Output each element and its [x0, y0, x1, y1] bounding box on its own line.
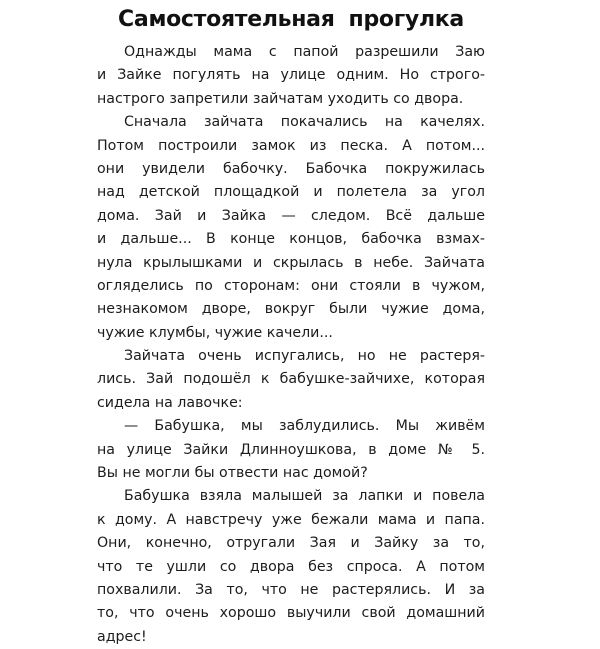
text-line: что те ушли со двора без спроса. А потом: [97, 558, 485, 575]
story-body: [97, 41, 485, 649]
text-line: похвалили. За то, что не растерялись. И за: [97, 581, 485, 598]
text-line: то, что очень хорошо выучили свой домашний: [97, 605, 485, 622]
text-line: огляделись по сторонам: они стояли в чужом,: [97, 277, 485, 294]
text-line: сидела на лавочке:: [97, 394, 243, 411]
text-line: нула крылышками и скрылась в небе. Зайчата: [97, 254, 485, 271]
text-line: Вы не могли бы отвести нас домой?: [97, 465, 368, 482]
text-line: настрого запретили зайчатам уходить со двора.: [97, 90, 464, 107]
text-line: на улице Зайки Длинноушкова, в доме № 5.: [97, 441, 485, 458]
text-line: они увидели бабочку. Бабочка покружилась: [97, 160, 485, 177]
text-line: — Бабушка, мы заблудились. Мы живём: [124, 418, 485, 435]
text-line: дома. Зай и Зайка — следом. Всё дальше: [97, 207, 485, 224]
text-line: Сначала зайчата покачались на качелях.: [124, 114, 485, 131]
title-word: прогулка: [348, 7, 464, 32]
story-title: [97, 0, 485, 41]
text-line: Они, конечно, отругали Зая и Зайку за то,: [97, 535, 485, 552]
text-line: незнакомом дворе, вокруг были чужие дома,: [97, 301, 485, 318]
text-line: Однажды мама с папой разрешили Заю: [124, 44, 485, 60]
text-line: к дому. А навстречу уже бежали мама и папа.: [97, 511, 485, 528]
text-line: чужие клумбы, чужие качели...: [97, 324, 333, 341]
title-word: Самостоятельная: [118, 7, 335, 32]
text-line: лись. Зай подошёл к бабушке-зайчихе, которая: [97, 371, 485, 388]
text-line: Потом построили замок из песка. А потом...: [97, 137, 485, 154]
text-line: Бабушка взяла малышей за лапки и повела: [124, 488, 485, 505]
text-line: и дальше... В конце концов, бабочка взмах-: [97, 231, 485, 248]
text-line: Зайчата очень испугались, но не растеря-: [124, 348, 485, 365]
text-line: над детской площадкой и полетела за угол: [97, 184, 485, 201]
story-page: [97, 0, 485, 649]
text-line: и Зайке погулять на улице одним. Но строго-: [97, 67, 485, 84]
text-line: адрес!: [97, 628, 147, 645]
